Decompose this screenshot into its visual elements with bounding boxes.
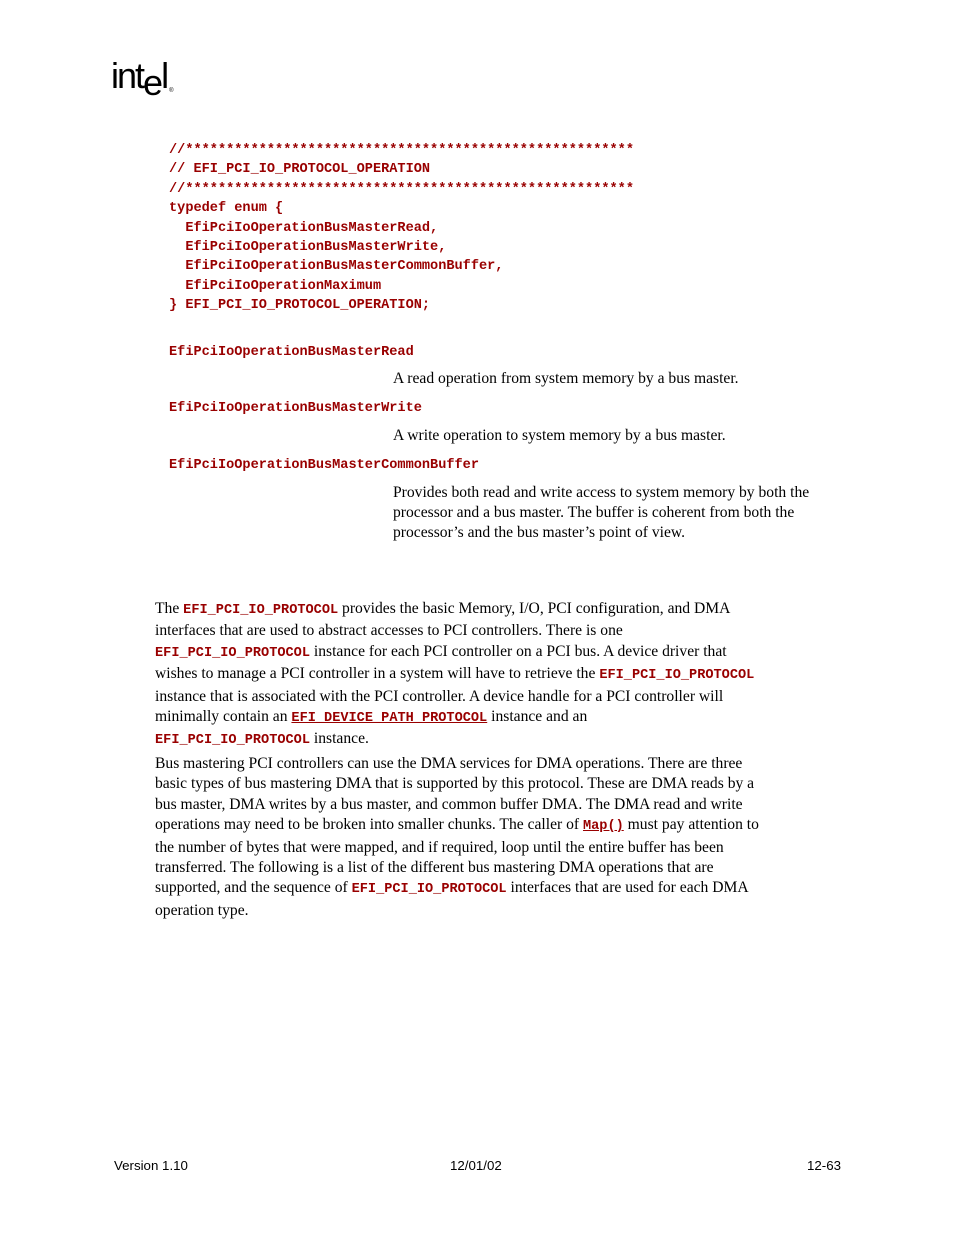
intel-logo: intel ® <box>111 55 174 103</box>
code-line: //******************************************************* <box>169 181 634 197</box>
definition-description: Provides both read and write access to system memory by both the processor and a bus master. The buffer is coherent from both the processor’s and the bus master’s point of view. <box>393 484 810 541</box>
code-line: EfiPciIoOperationMaximum <box>169 278 382 294</box>
code-line: EfiPciIoOperationBusMasterCommonBuffer, <box>169 259 504 275</box>
footer-version: Version 1.10 <box>114 1158 188 1173</box>
code-line: } EFI_PCI_IO_PROTOCOL_OPERATION; <box>169 298 431 314</box>
footer-date: 12/01/02 <box>450 1158 502 1173</box>
definition-description: A read operation from system memory by a bus master. <box>393 370 739 387</box>
code-line: // EFI_PCI_IO_PROTOCOL_OPERATION <box>169 162 431 178</box>
code-line: //******************************************************* <box>169 143 634 158</box>
device-path-protocol-link[interactable]: EFI_DEVICE_PATH_PROTOCOL <box>291 711 488 727</box>
protocol-name: EFI_PCI_IO_PROTOCOL <box>351 882 507 898</box>
footer-page-number: 12-63 <box>807 1158 842 1173</box>
definition-term: EfiPciIoOperationBusMasterWrite <box>169 401 422 416</box>
bus-mastering-paragraph: Bus mastering PCI controllers can use the DMA services for DMA operations. There are three basic types of bus mastering DMA that is supported by this protocol. These are DMA reads by a bus master, DMA writes by a bus master, and common buffer DMA. The DMA read and write operations may need to be broken into smaller chunks. The caller of Map() must pay attention to the number of bytes that were mapped, and if required, loop until the entire buffer has been transferred. The following is a list of the different bus mastering DMA operations that are supported, and the sequence of EFI_PCI_IO_PROTOCOL interfaces that are used for each DMA operation type. <box>155 755 759 919</box>
definition-term: EfiPciIoOperationBusMasterRead <box>169 345 414 360</box>
protocol-name: EFI_PCI_IO_PROTOCOL <box>155 733 310 749</box>
definition-description: A write operation to system memory by a bus master. <box>393 427 726 444</box>
code-line: typedef enum { <box>169 201 284 217</box>
protocol-name: EFI_PCI_IO_PROTOCOL <box>599 668 755 684</box>
definition-term: EfiPciIoOperationBusMasterCommonBuffer <box>169 458 479 473</box>
intro-paragraph: The EFI_PCI_IO_PROTOCOL provides the basic Memory, I/O, PCI configuration, and DMA interfaces that are used to abstract accesses to PCI controllers. There is one EFI_PCI_IO_PROTOCOL instance for each PCI controller on a PCI bus. A device driver that wishes to manage a PCI controller in a system will have to retrieve the EFI_PCI_IO_PROTOCOL instance that is associated with the PCI controller. A device handle for a PCI controller will minimally contain an EFI_DEVICE_PATH_PROTOCOL instance and an EFI_PCI_IO_PROTOCOL instance. <box>155 600 755 749</box>
code-block <box>169 141 634 316</box>
code-line: EfiPciIoOperationBusMasterRead, <box>169 220 439 236</box>
protocol-name: EFI_PCI_IO_PROTOCOL <box>183 603 339 618</box>
map-function-link[interactable]: Map() <box>582 819 624 835</box>
code-line: EfiPciIoOperationBusMasterWrite, <box>169 240 447 256</box>
protocol-name: EFI_PCI_IO_PROTOCOL <box>155 645 310 661</box>
